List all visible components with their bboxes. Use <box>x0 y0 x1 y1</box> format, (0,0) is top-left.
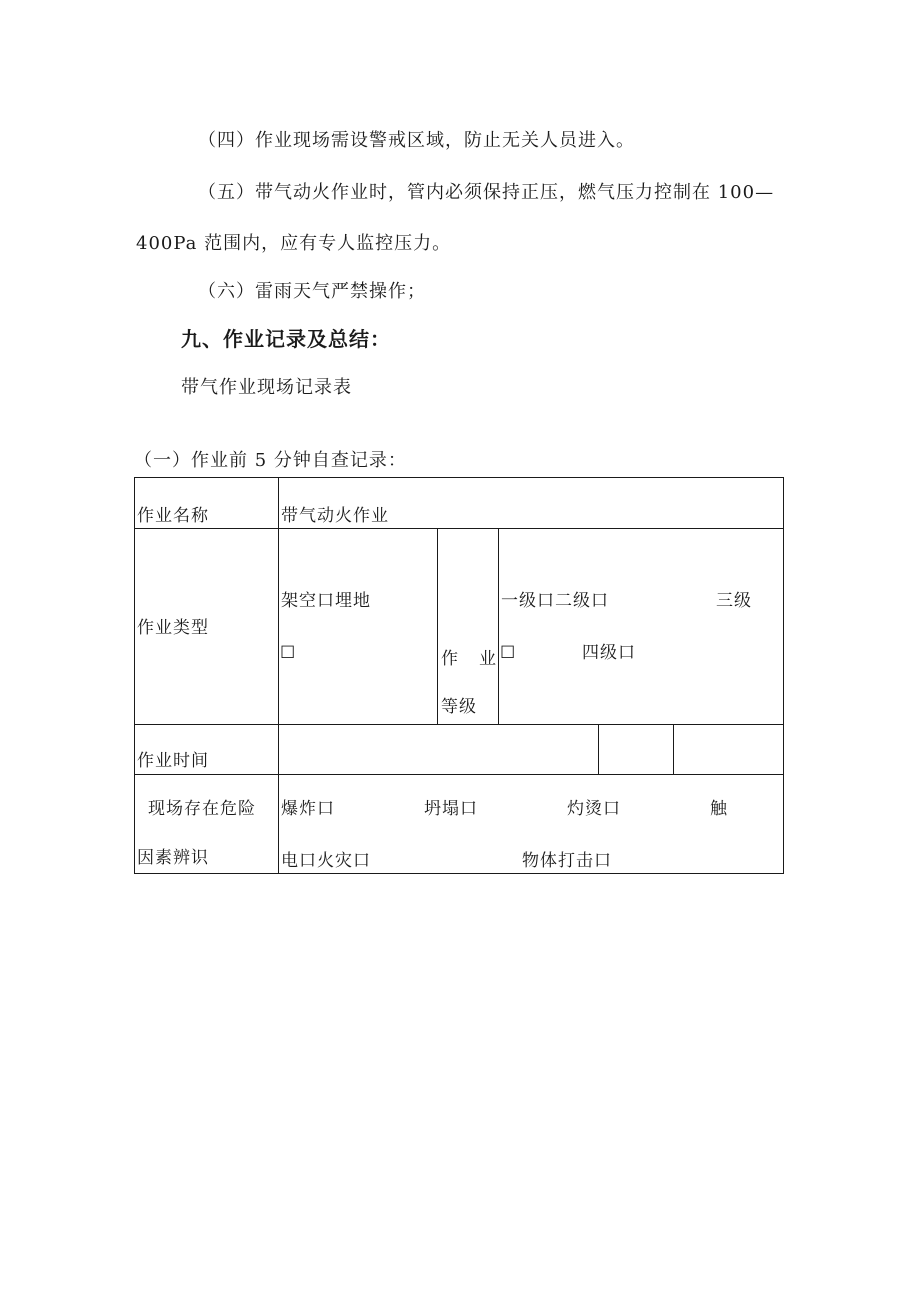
job-grade-label-2: 业 <box>479 649 497 669</box>
hazard-burn: 灼烫口 <box>567 799 621 819</box>
subsection-title: （一）作业前 5 分钟自查记录： <box>134 450 407 471</box>
job-grade-label-1: 作 <box>441 649 459 669</box>
job-name-label: 作业名称 <box>137 506 209 526</box>
hazard-label-line-2: 因素辨识 <box>137 848 209 868</box>
hazard-electric-fire: 电口火灾口 <box>281 851 371 871</box>
job-type-checkbox: ☐ <box>280 643 297 663</box>
job-name-value: 带气动火作业 <box>281 506 389 526</box>
paragraph-5-line-1: （五）带气动火作业时，管内必须保持正压，燃气压力控制在 100— <box>198 182 775 203</box>
job-grade-checkbox: ☐ <box>500 643 517 663</box>
hazard-label-line-1: 现场存在危险 <box>148 799 256 819</box>
job-grade-option-1: 一级口二级口 <box>501 591 609 611</box>
hazard-explosion: 爆炸口 <box>281 799 335 819</box>
paragraph-4: （四）作业现场需设警戒区域，防止无关人员进入。 <box>198 130 635 151</box>
job-grade-option-4: 四级口 <box>582 643 636 663</box>
job-time-label: 作业时间 <box>137 751 209 771</box>
job-grade-option-2: 三级 <box>716 591 752 611</box>
hazard-collapse: 坍塌口 <box>424 799 478 819</box>
section-heading: 九、作业记录及总结： <box>181 327 391 351</box>
job-type-options: 架空口埋地 <box>281 591 371 611</box>
paragraph-5-line-2: 400Pa 范围内，应有专人监控压力。 <box>136 233 452 254</box>
job-type-label: 作业类型 <box>137 618 209 638</box>
hazard-object-strike: 物体打击口 <box>522 851 612 871</box>
paragraph-6: （六）雷雨天气严禁操作； <box>198 281 426 302</box>
job-grade-label-3: 等级 <box>441 697 477 717</box>
hazard-electric-start: 触 <box>710 799 728 819</box>
table-title: 带气作业现场记录表 <box>181 377 352 398</box>
